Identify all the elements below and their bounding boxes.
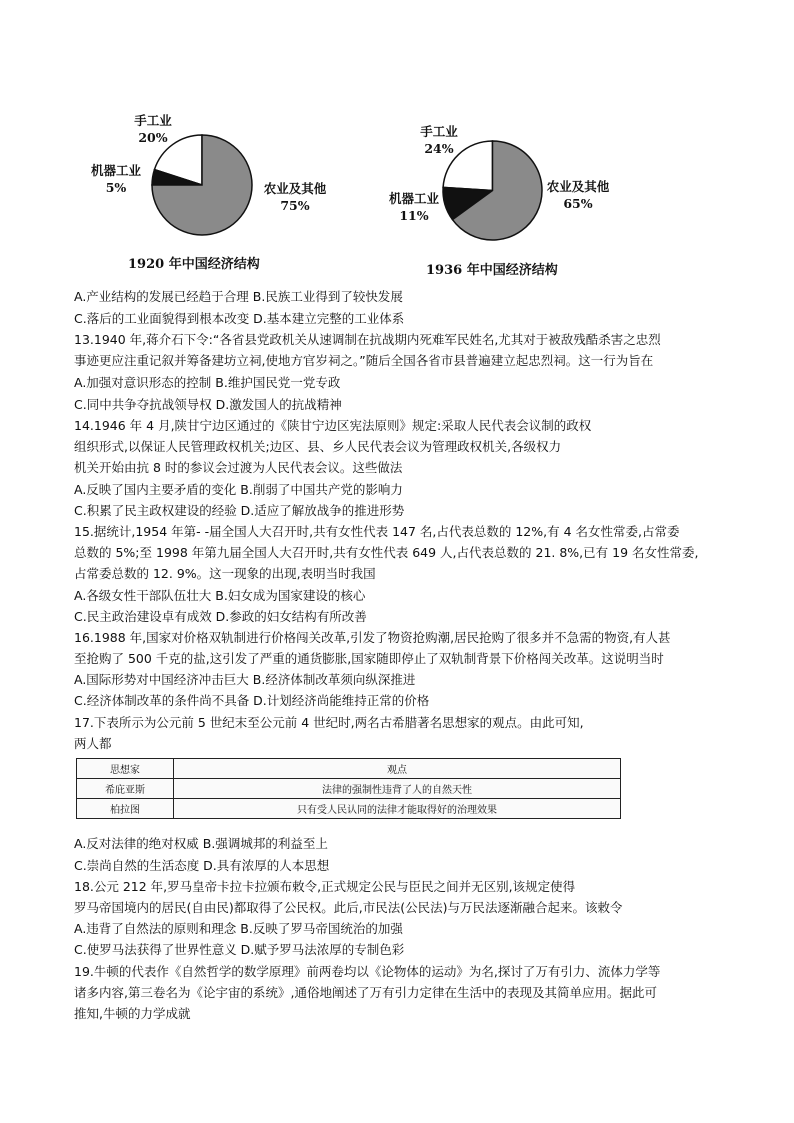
text-line: 机关开始由抗 8 时的参议会过渡为人民代表会议。这些做法 (74, 460, 403, 475)
label-agriculture-1920: 农业及其他 75% (263, 181, 327, 213)
text-line: 总数的 5%;至 1998 年第九届全国人大召开时,共有女性代表 649 人,占代表总数的 21. 8%,已有 19 名女性常委, (74, 545, 699, 560)
chart-title-1920: 1920 年中国经济结构 (128, 257, 260, 272)
text-line: C.经济体制改革的条件尚不具备 D.计划经济尚能维持正常的价格 (74, 693, 430, 708)
text-line: A.各级女性干部队伍壮大 B.妇女成为国家建设的核心 (74, 588, 366, 603)
text-line: 组织形式,以保证人民管理政权机关;边区、县、乡人民代表会议为管理政权机关,各级权力 (74, 439, 562, 454)
text-line: 16.1988 年,国家对价格双轨制进行价格闯关改革,引发了物资抢购潮,居民抢购了很多并不急需的物资,有人甚 (74, 630, 671, 645)
label-agriculture-1936: 农业及其他 65% (546, 179, 610, 211)
text-line: 诸多内容,第三卷名为《论宇宙的系统》,通俗地阐述了万有引力定律在生活中的表现及其简单应用。据此可 (74, 985, 657, 1000)
text-line: C.使罗马法获得了世界性意义 D.赋予罗马法浓厚的专制色彩 (74, 942, 405, 957)
text-line: 至抢购了 500 千克的盐,这引发了严重的通货膨胀,国家随即停止了双轨制背景下价格闯关改革。这说明当时 (74, 651, 664, 666)
text-line: 14.1946 年 4 月,陕甘宁边区通过的《陕甘宁边区宪法原则》规定:采取人民代表会议制的政权 (74, 418, 592, 433)
text-line: 占常委总数的 12. 9%。这一现象的出现,表明当时我国 (74, 566, 376, 581)
text-line: 19.牛顿的代表作《自然哲学的数学原理》前两卷均以《论物体的运动》为名,探讨了万有引力、流体力学等 (74, 964, 661, 979)
text-line: 推知,牛顿的力学成就 (74, 1006, 191, 1021)
text-line: C.民主政治建设卓有成效 D.参政的妇女结构有所改善 (74, 609, 367, 624)
table-cell: 只有受人民认同的法律才能取得好的治理效果 (174, 799, 621, 819)
text-line: 17.下表所示为公元前 5 世纪末至公元前 4 世纪时,两名古希腊著名思想家的观点。由此可知, (74, 715, 584, 730)
thinkers-table (76, 758, 621, 819)
table-header-cell: 思想家 (77, 759, 174, 779)
table-header-cell: 观点 (174, 759, 621, 779)
text-line: C.同中共争夺抗战领导权 D.激发国人的抗战精神 (74, 397, 342, 412)
pie-chart-1920 (150, 133, 254, 237)
label-handicraft-1936: 手工业 24% (420, 124, 458, 156)
label-machine-1920: 机器工业 5% (90, 163, 141, 195)
table-header-row (77, 759, 621, 779)
text-line: 两人都 (74, 736, 112, 751)
text-line: 13.1940 年,蒋介石下令:“各省县党政机关从速调制在抗战期内死难军民姓名,尤其对于被敌残酷杀害之忠烈 (74, 332, 661, 347)
text-line: C.落后的工业面貌得到根本改变 D.基本建立完整的工业体系 (74, 311, 405, 326)
table-cell: 法律的强制性违背了人的自然天性 (174, 779, 621, 799)
table-row (77, 799, 621, 819)
text-line: A.反对法律的绝对权威 B.强调城邦的利益至上 (74, 836, 328, 851)
table-cell: 柏拉图 (77, 799, 174, 819)
label-handicraft-1920: 手工业 20% (134, 113, 172, 145)
text-line: 15.据统计,1954 年第- -届全国人大召开时,共有女性代表 147 名,占代表总数的 12%,有 4 名女性常委,占常委 (74, 524, 680, 539)
text-line: A.反映了国内主要矛盾的变化 B.削弱了中国共产党的影响力 (74, 482, 403, 497)
text-line: A.违背了自然法的原则和理念 B.反映了罗马帝国统治的加强 (74, 921, 403, 936)
text-line: C.崇尚自然的生活态度 D.具有浓厚的人本思想 (74, 858, 330, 873)
label-machine-1936: 机器工业 11% (388, 191, 439, 223)
text-line: A.产业结构的发展已经趋于合理 B.民族工业得到了较快发展 (74, 289, 403, 304)
chart-title-1936: 1936 年中国经济结构 (426, 263, 558, 278)
table-row (77, 779, 621, 799)
text-line: C.积累了民主政权建设的经验 D.适应了解放战争的推进形势 (74, 503, 405, 518)
text-line: 罗马帝国境内的居民(自由民)都取得了公民权。此后,市民法(公民法)与万民法逐渐融合起来。该敕令 (74, 900, 623, 915)
text-line: 18.公元 212 年,罗马皇帝卡拉卡拉颁布敕令,正式规定公民与臣民之间并无区别,该规定使得 (74, 879, 576, 894)
text-line: A.加强对意识形态的控制 B.维护国民党一党专政 (74, 375, 341, 390)
table-cell: 希庇亚斯 (77, 779, 174, 799)
text-line: A.国际形势对中国经济冲击巨大 B.经济体制改革须向纵深推进 (74, 672, 416, 687)
text-line: 事迹更应注重记叙并筹备建坊立祠,使地方官岁祠之。”随后全国各省市县普遍建立起忠烈祠。这一行为旨在 (74, 353, 654, 368)
